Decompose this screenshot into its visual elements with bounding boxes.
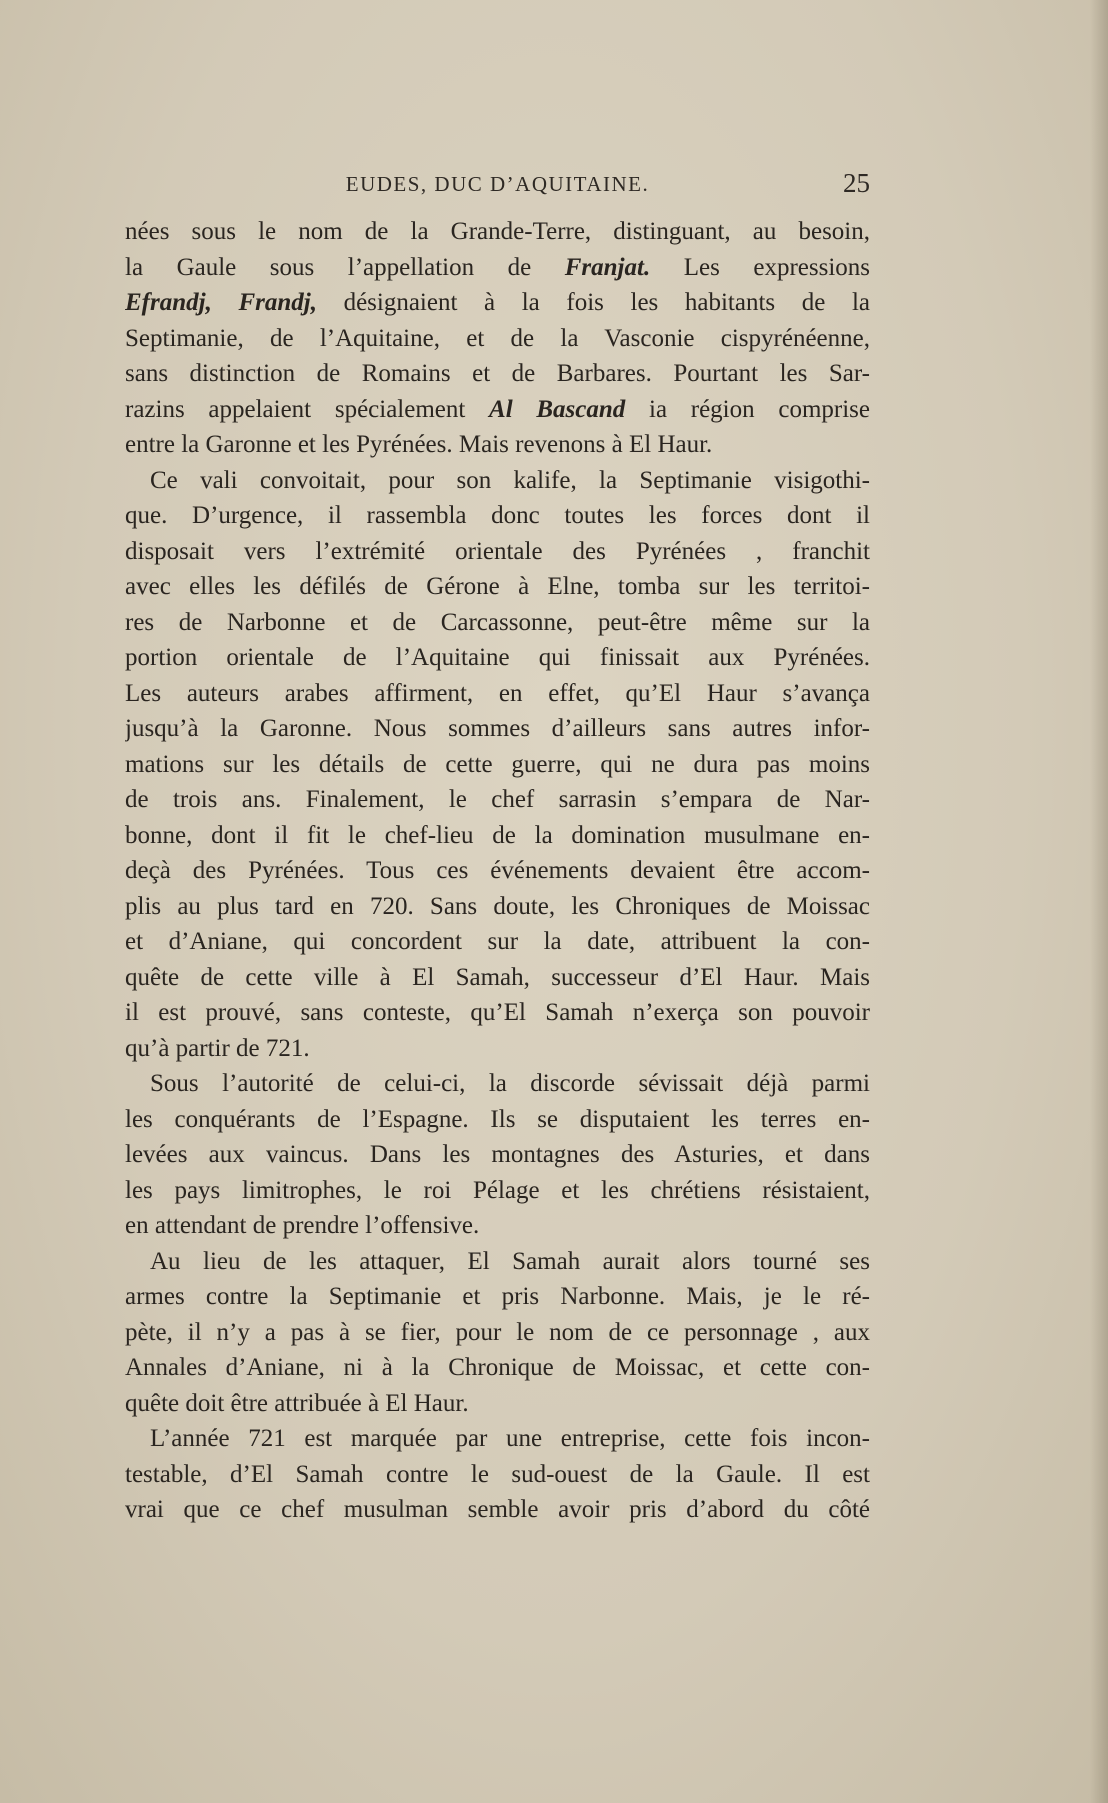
text-line xyxy=(125,676,870,712)
text-line xyxy=(125,889,870,925)
text-run: razins appelaient spécialement xyxy=(125,395,490,423)
page-edge-shadow xyxy=(1090,0,1108,1803)
text-line xyxy=(125,605,870,641)
italic-term: Franjat. xyxy=(564,253,651,281)
text-run: Les auteurs arabes affirment, en effet, qu’El Haur s’avança xyxy=(125,679,870,707)
text-run: quête doit être attribuée à El Haur. xyxy=(125,1389,469,1417)
text-run: sans distinction de Romains et de Barbares. Pourtant les Sar- xyxy=(125,360,870,387)
text-run: en attendant de prendre l’offensive. xyxy=(125,1212,480,1239)
text-line xyxy=(125,995,870,1031)
text-line xyxy=(125,1315,870,1351)
page-header xyxy=(125,166,870,200)
text-line xyxy=(125,960,870,996)
text-line xyxy=(125,427,870,463)
text-line xyxy=(125,818,870,854)
italic-term: Al Bascand xyxy=(489,395,626,423)
text-line xyxy=(125,498,870,534)
text-run: testable, d’El Samah contre le sud-ouest de la Gaule. Il est xyxy=(125,1460,870,1488)
text-line xyxy=(125,711,870,747)
text-line xyxy=(125,285,870,321)
text-run: Au lieu de les attaquer, El Samah aurait alors tourné ses xyxy=(150,1247,870,1275)
text-line xyxy=(125,356,870,392)
text-run: jusqu’à la Garonne. Nous sommes d’ailleurs sans autres infor- xyxy=(125,715,870,742)
text-run: Ce vali convoitait, pour son kalife, la Septimanie visigothi- xyxy=(150,466,870,494)
text-line xyxy=(125,534,870,570)
text-run: vrai que ce chef musulman semble avoir pris d’abord du côté xyxy=(125,1496,870,1523)
text-run: Les expressions xyxy=(650,253,870,281)
text-line xyxy=(125,250,870,286)
italic-term: Efrandj, Frandj, xyxy=(125,289,317,316)
text-run: et d’Aniane, qui concordent sur la date, attribuent la con- xyxy=(125,928,870,955)
text-line xyxy=(125,1031,870,1067)
text-line xyxy=(125,1137,870,1173)
text-run: avec elles les défilés de Gérone à Elne, tomba sur les territoi- xyxy=(125,573,870,600)
text-run: Sous l’autorité de celui-ci, la discorde sévissait déjà parmi xyxy=(150,1070,870,1097)
text-line xyxy=(125,463,870,499)
page-number: 25 xyxy=(843,168,870,198)
text-run: il est prouvé, sans conteste, qu’El Samah n’exerça son pouvoir xyxy=(125,999,870,1026)
text-line xyxy=(125,1421,870,1457)
text-run: res de Narbonne et de Carcassonne, peut-être même sur la xyxy=(125,608,870,636)
text-line xyxy=(125,1173,870,1209)
text-line xyxy=(125,1208,870,1244)
text-line xyxy=(125,1492,870,1528)
text-line xyxy=(125,1457,870,1493)
text-line xyxy=(125,640,870,676)
text-line xyxy=(125,392,870,428)
text-run: deçà des Pyrénées. Tous ces événements devaient être accom- xyxy=(125,857,870,884)
text-line xyxy=(125,853,870,889)
text-line xyxy=(125,782,870,818)
text-run: mations sur les détails de cette guerre, qui ne dura pas moins xyxy=(125,750,870,778)
body-text xyxy=(125,214,870,1528)
text-run: ia région comprise xyxy=(625,395,870,423)
text-run: la Gaule sous l’appellation de xyxy=(125,253,565,281)
text-run: désignaient à la fois les habitants de la xyxy=(316,289,870,316)
text-run: que. D’urgence, il rassembla donc toutes les forces dont il xyxy=(125,502,870,529)
text-run: levées aux vaincus. Dans les montagnes des Asturies, et dans xyxy=(125,1141,870,1168)
text-line xyxy=(125,747,870,783)
text-run: Annales d’Aniane, ni à la Chronique de Moissac, et cette con- xyxy=(125,1354,870,1381)
text-line xyxy=(125,214,870,250)
running-title: EUDES, DUC D’AQUITAINE. xyxy=(345,172,650,196)
text-run: les pays limitrophes, le roi Pélage et les chrétiens résistaient, xyxy=(125,1176,870,1204)
text-line xyxy=(125,569,870,605)
text-line xyxy=(125,1350,870,1386)
text-run: disposait vers l’extrémité orientale des Pyrénées , franchit xyxy=(125,537,870,565)
text-run: pète, il n’y a pas à se fier, pour le nom de ce personnage , aux xyxy=(125,1318,870,1346)
text-run: les conquérants de l’Espagne. Ils se disputaient les terres en- xyxy=(125,1105,870,1133)
text-run: bonne, dont il fit le chef-lieu de la domination musulmane en- xyxy=(125,821,870,849)
text-line xyxy=(125,1102,870,1138)
text-run: armes contre la Septimanie et pris Narbonne. Mais, je le ré- xyxy=(125,1283,870,1310)
text-run: quête de cette ville à El Samah, successeur d’El Haur. Mais xyxy=(125,963,870,991)
text-line xyxy=(125,1066,870,1102)
text-run: nées sous le nom de la Grande-Terre, distinguant, au besoin, xyxy=(125,218,870,245)
text-run: L’année 721 est marquée par une entreprise, cette fois incon- xyxy=(150,1425,870,1452)
text-run: Septimanie, de l’Aquitaine, et de la Vasconie cispyrénéenne, xyxy=(125,324,870,352)
text-run: de trois ans. Finalement, le chef sarrasin s’empara de Nar- xyxy=(125,786,870,813)
text-run: portion orientale de l’Aquitaine qui finissait aux Pyrénées. xyxy=(125,644,870,671)
text-line xyxy=(125,924,870,960)
text-run: entre la Garonne et les Pyrénées. Mais revenons à El Haur. xyxy=(125,431,713,458)
text-line xyxy=(125,1244,870,1280)
text-run: qu’à partir de 721. xyxy=(125,1034,310,1062)
text-line xyxy=(125,1279,870,1315)
text-line xyxy=(125,1386,870,1422)
text-line xyxy=(125,321,870,357)
text-run: plis au plus tard en 720. Sans doute, les Chroniques de Moissac xyxy=(125,892,870,920)
